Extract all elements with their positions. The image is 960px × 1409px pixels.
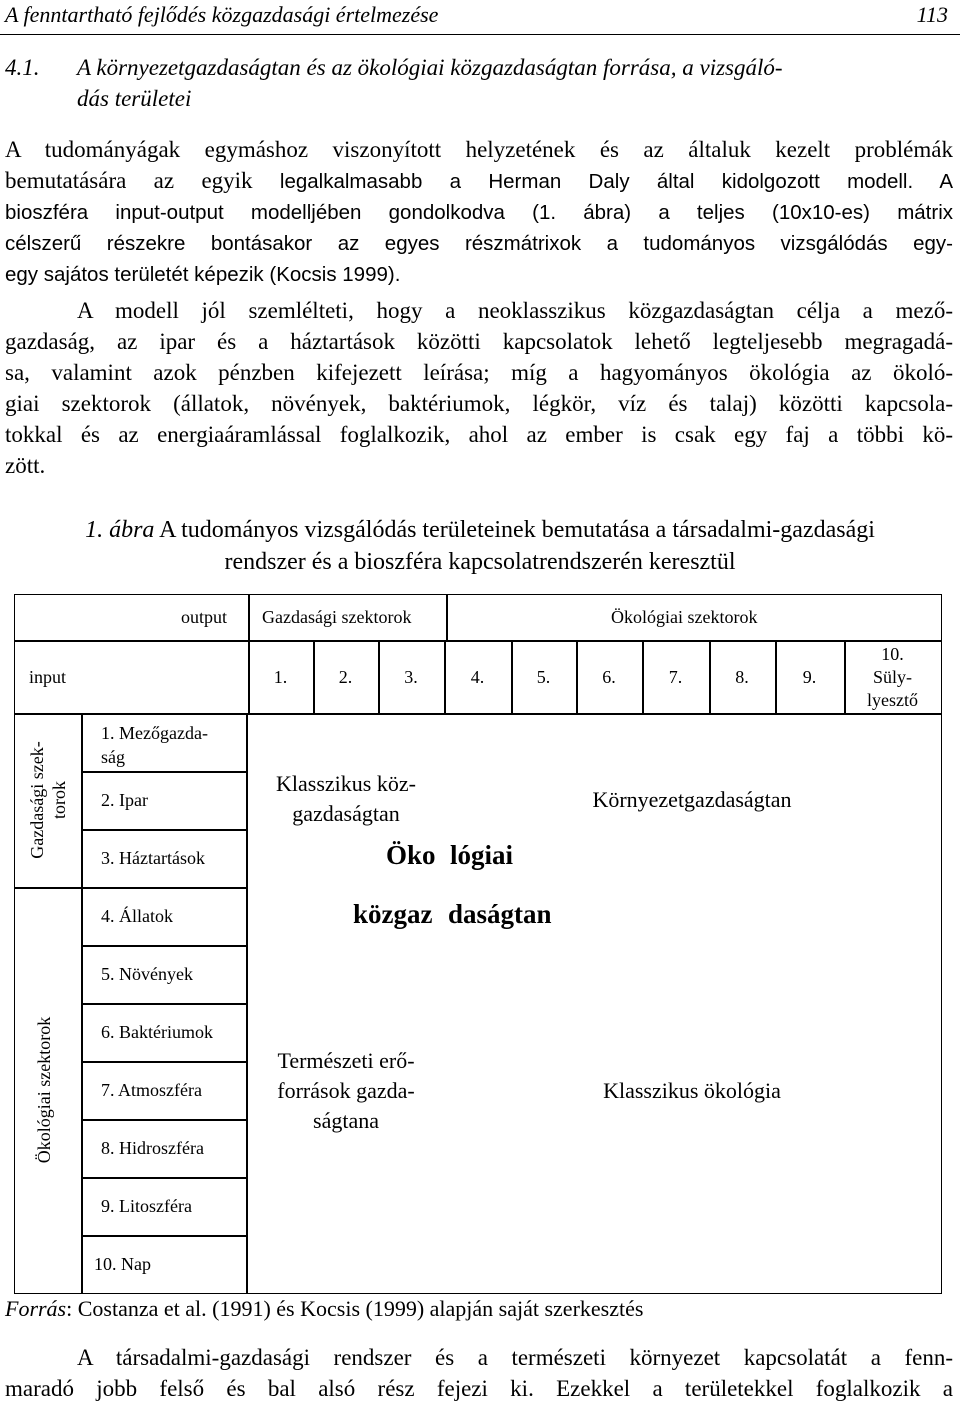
row-label-1-line1: 1. Mezőgazda- [101,723,208,743]
divider [81,1177,246,1179]
area-natres-line2: források gazda- [277,1078,415,1103]
col10-label-line1: Süly- [872,667,912,687]
paragraph-line: zött. [5,453,46,478]
col-number: 4. [470,667,485,687]
area-classic-economics-line1: Klasszikus köz- [276,771,416,796]
caption-line2: rendszer és a bioszféra kapcsolatrendszerén keresztül [224,549,736,575]
divider [81,887,246,889]
row-label-2: 2. Ipar [101,790,148,810]
row-label-7: 7. Atmoszféra [101,1080,202,1100]
col-number: 2. [338,667,353,687]
paragraph-line: bioszféra input-output modelljében gondolkodva (1. ábra) a teljes (10x10-es) mátrix [5,201,953,224]
area-ecological-economics-1b: lógiai [450,840,514,870]
page-number: 113 [916,2,948,27]
divider [81,1061,246,1063]
section-title-line2: dás területei [77,86,192,111]
divider [81,771,246,773]
text-span-sans: legalkalmasabb a Herman Daly által kidolgozott modell. A [279,170,953,193]
caption-label: 1. ábra [85,517,155,543]
paragraph-line: gazdaság, az ipar és a háztartások közötti kapcsolatok lehető legteljesebb megragadá- [5,329,953,354]
col-number: 9. [802,667,817,687]
paragraph-line: célszerű részekre bontásakor az egyes részmátrixok a tudományos vizsgálódás egy- [5,232,953,255]
io-matrix-figure [14,594,942,1294]
area-ecological-economics-1a: Öko [386,840,436,870]
col-number: 6. [602,667,616,687]
col-number: 7. [668,667,683,687]
col-group-eco: Ökológiai szektorok [611,607,758,627]
area-natural-resource-economics [248,1046,444,1136]
row-label-1-line2: ság [101,747,125,767]
col-number: 5. [536,667,551,687]
figure-caption [0,514,960,578]
row-label-1 [101,721,208,769]
divider [446,595,448,640]
col10-num: 10. [881,644,904,664]
input-label: input [29,667,67,687]
area-environmental-economics: Környezetgazdaságtan [592,787,792,812]
area-natres-line1: Természeti erő- [277,1048,415,1073]
row-group-econ-line1: Gazdasági szek- [27,741,47,859]
row-group-econ-line2: torok [49,781,69,819]
source-text: : Costanza et al. (1991) és Kocsis (1999) alapján saját szerkesztés [66,1296,644,1321]
col-group-econ: Gazdasági szektorok [262,607,412,627]
row-label-10: 10. Nap [94,1254,151,1274]
col10-header [844,643,941,712]
running-title: A fenntartható fejlődés közgazdasági értelmezése [5,2,439,27]
paragraph-line [5,165,953,197]
area-classic-economics [248,769,444,829]
row-label-9: 9. Litoszféra [101,1196,192,1216]
row-label-6: 6. Baktériumok [101,1022,213,1042]
caption-text: A tudományos vizsgálódás területeinek bemutatása a társadalmi-gazdasági [159,517,875,543]
paragraph-line: A tudományágak egymáshoz viszonyított helyzetének és az általuk kezelt problémák [5,137,953,162]
divider [81,945,246,947]
divider [15,713,941,715]
paragraph-line: A modell jól szemlélteti, hogy a neoklasszikus közgazdaságtan célja a mező- [77,298,953,323]
area-natres-line3: ságtana [313,1108,379,1133]
divider [81,1235,246,1237]
area-ecological-economics-2b: daságtan [448,899,552,929]
divider [81,829,246,831]
output-label: output [181,607,228,627]
paragraph-line: egy sajátos területét képezik (Kocsis 1999). [5,263,401,286]
paragraph-line: giai szektorok (állatok, növények, baktériumok, légkör, víz és talaj) közötti kapcsola- [5,391,953,416]
divider [81,1119,246,1121]
col-number: 8. [735,667,749,687]
paragraph-line: maradó jobb felső és bal alsó rész fejezi ki. Ezekkel a területekkel foglalkozik a [5,1376,953,1401]
paragraph-1 [5,134,953,290]
row-group-eco: Ökológiai szektorok [34,1016,54,1164]
paragraph-line: sa, valamint azok pénzben kifejezett leírása; míg a hagyományos ökológia az ökoló- [5,360,953,385]
text-span: bemutatására az egyik [5,168,280,193]
divider [15,887,81,889]
area-classic-economics-line2: gazdaságtan [292,801,400,826]
row-label-8: 8. Hidroszféra [101,1138,204,1158]
col-number: 3. [404,667,418,687]
area-ecological-economics-2a: közgaz [353,899,433,929]
section-number: 4.1. [5,55,40,80]
section-title-line1: A környezetgazdaságtan és az ökológiai közgazdaságtan forrása, a vizsgáló- [77,55,783,80]
row-label-4: 4. Állatok [101,906,173,926]
divider [81,1003,246,1005]
paragraph-3 [5,1342,953,1404]
divider [248,595,250,640]
paragraph-line: A társadalmi-gazdasági rendszer és a természeti környezet kapcsolatát a fenn- [77,1345,953,1370]
area-classic-ecology: Klasszikus ökológia [603,1078,781,1103]
caption-line1 [0,514,960,546]
row-group-econ [26,713,70,887]
paragraph-2 [5,295,953,481]
col-number: 1. [273,667,288,687]
paragraph-line: tokkal és az energiaáramlással foglalkozik, ahol az ember is csak egy faj a többi kö- [5,422,953,447]
source-label: Forrás [5,1296,67,1321]
figure-source [5,1296,643,1322]
running-header [0,0,960,35]
row-label-3: 3. Háztartások [101,848,205,868]
divider [15,640,941,642]
row-label-5: 5. Növények [101,964,193,984]
col10-label-line2: lyesztő [867,690,918,710]
